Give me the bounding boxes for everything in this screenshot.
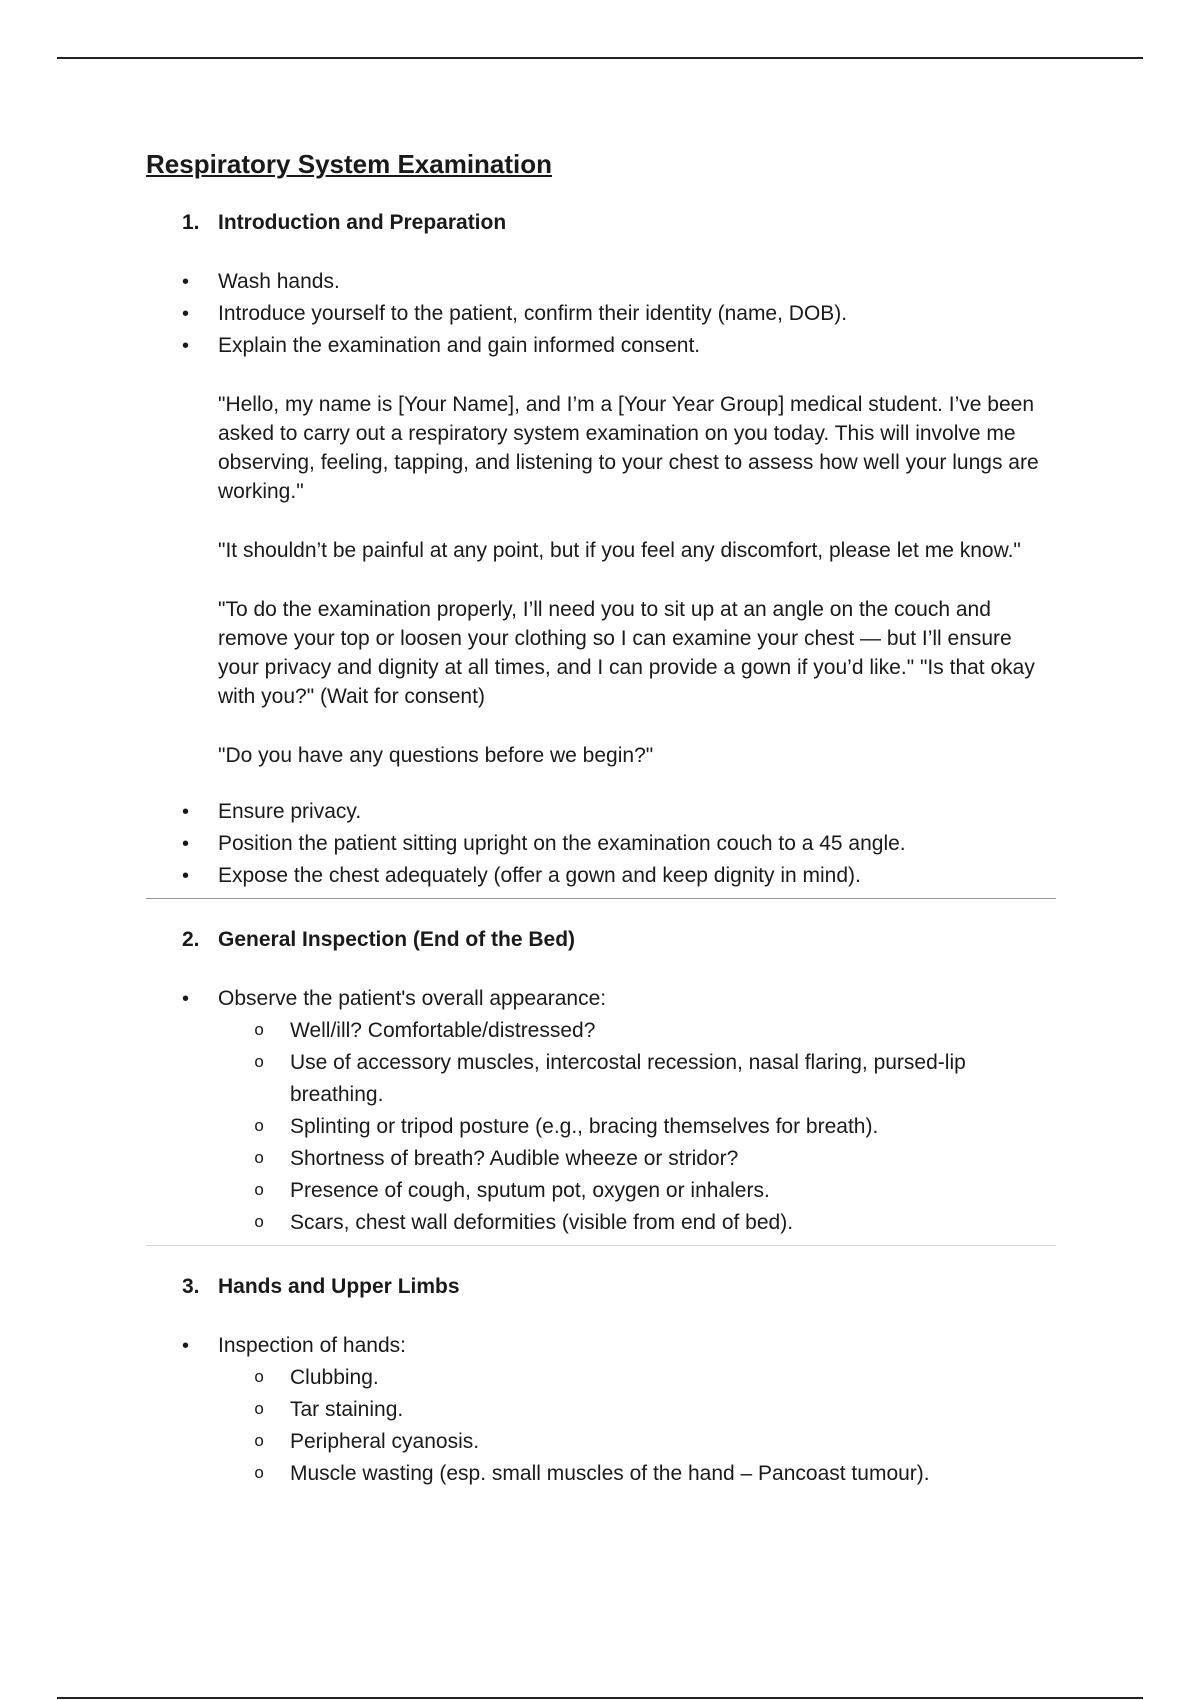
section-number: 1. — [182, 211, 200, 234]
sub-list-item: o Tar staining. — [146, 1394, 1056, 1426]
list-item: • Wash hands. — [146, 266, 1056, 298]
script-paragraph: "Hello, my name is [Your Name], and I’m a [Your Year Group] medical student. I’ve been asked to carry out a respiratory system examination on you today. This will involve me observing, feeling, tapping, and listening to your chest to assess how well your lungs are working." — [218, 393, 1039, 503]
list-item-text: Inspection of hands: — [218, 1334, 406, 1357]
section-1-bullets-after — [146, 796, 1056, 892]
section-1-heading — [146, 208, 1056, 238]
section-title: General Inspection (End of the Bed) — [218, 928, 576, 951]
sub-list — [146, 1362, 1056, 1490]
section-number: 3. — [182, 1275, 200, 1298]
sub-list-item: o Shortness of breath? Audible wheeze or stridor? — [146, 1143, 1056, 1175]
list-item: • Introduce yourself to the patient, confirm their identity (name, DOB). — [146, 298, 1056, 330]
page-footer-rule — [57, 1697, 1143, 1699]
section-2-bullets — [146, 983, 1056, 1239]
section-3-heading — [146, 1272, 1056, 1302]
sub-list-item: o Clubbing. — [146, 1362, 1056, 1394]
sub-list-item: o Scars, chest wall deformities (visible from end of bed). — [146, 1207, 1056, 1239]
sub-list-item: o Peripheral cyanosis. — [146, 1426, 1056, 1458]
list-item-text: Observe the patient's overall appearance: — [218, 987, 607, 1010]
section-title: Hands and Upper Limbs — [218, 1275, 460, 1298]
section-title: Introduction and Preparation — [218, 211, 507, 234]
list-item: • Explain the examination and gain informed consent. — [146, 330, 1056, 362]
list-item — [146, 983, 1056, 1239]
list-item: • Ensure privacy. — [146, 796, 1056, 828]
sub-list-item: o Muscle wasting (esp. small muscles of the hand – Pancoast tumour). — [146, 1458, 1056, 1490]
sub-list — [146, 1015, 1056, 1239]
document-title: Respiratory System Examination — [146, 149, 553, 179]
sub-list-item: o Use of accessory muscles, intercostal recession, nasal flaring, pursed-lip breathing. — [146, 1047, 1056, 1111]
section-divider — [146, 898, 1056, 899]
consent-script — [146, 390, 1056, 770]
list-item: • Expose the chest adequately (offer a gown and keep dignity in mind). — [146, 860, 1056, 892]
list-item — [146, 1330, 1056, 1490]
section-divider — [146, 1245, 1056, 1246]
sub-list-item: o Presence of cough, sputum pot, oxygen or inhalers. — [146, 1175, 1056, 1207]
script-paragraph: "To do the examination properly, I’ll need you to sit up at an angle on the couch and remove your top or loosen your clothing so I can examine your chest — but I’ll ensure your privacy and dignity at all times, and I can provide a gown if you’d like." "Is that okay with you?" (Wait for consent) — [218, 598, 1035, 708]
script-paragraph: "Do you have any questions before we begin?" — [218, 744, 654, 767]
sub-list-item: o Well/ill? Comfortable/distressed? — [146, 1015, 1056, 1047]
sub-list-item: o Splinting or tripod posture (e.g., bracing themselves for breath). — [146, 1111, 1056, 1143]
section-3-bullets — [146, 1330, 1056, 1490]
section-1-bullets-before — [146, 266, 1056, 362]
section-number: 2. — [182, 928, 200, 951]
section-2-heading — [146, 925, 1056, 955]
document-body — [146, 146, 1056, 1490]
list-item: • Position the patient sitting upright on the examination couch to a 45 angle. — [146, 828, 1056, 860]
script-paragraph: "It shouldn’t be painful at any point, but if you feel any discomfort, please let me know." — [218, 539, 1021, 562]
page-header-rule — [57, 57, 1143, 59]
